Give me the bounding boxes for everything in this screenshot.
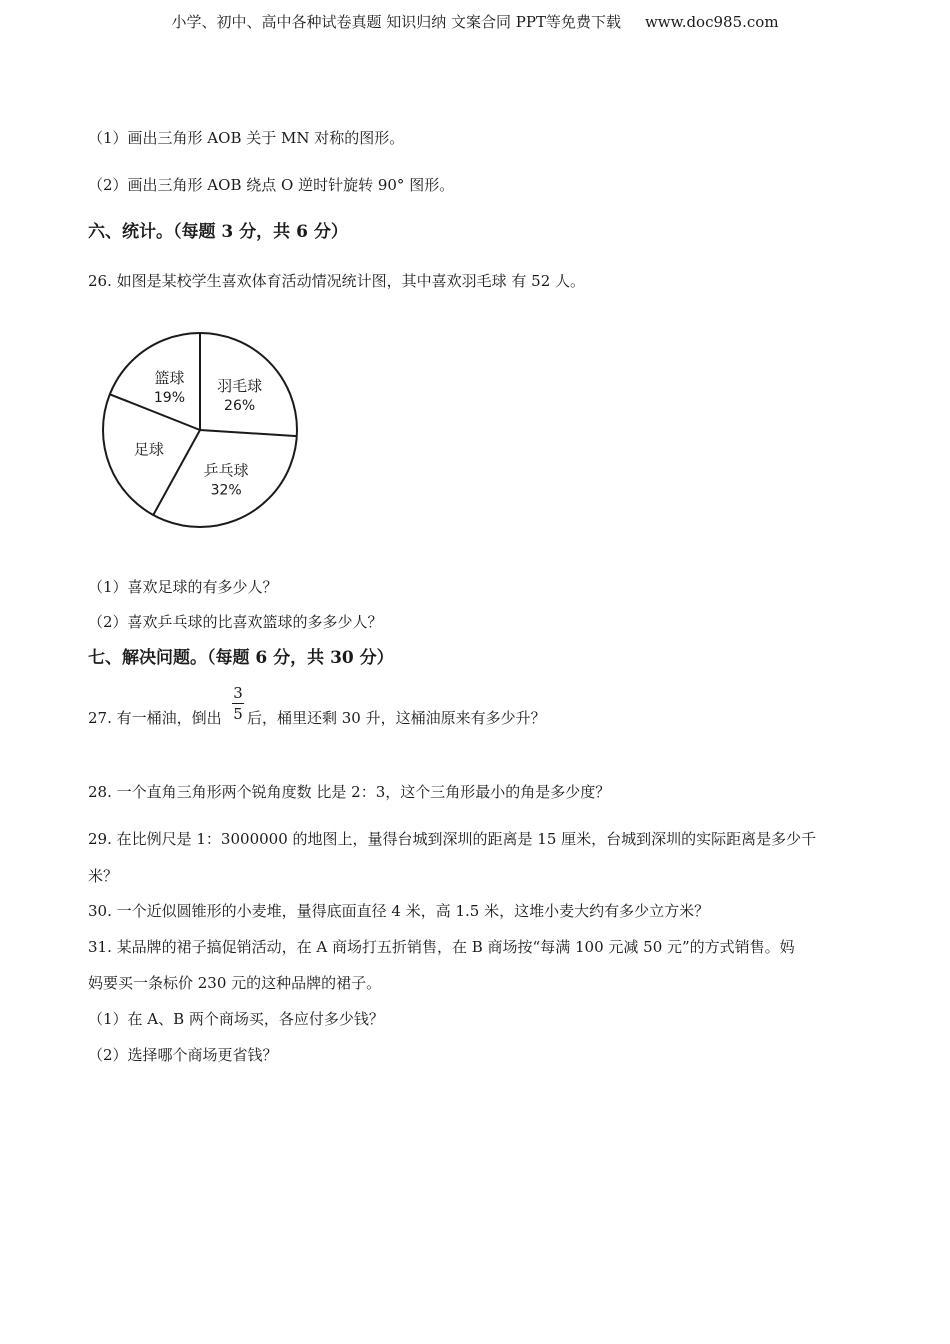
fraction-denominator: 5	[233, 705, 243, 723]
q31-part1: （1）在 A、B 两个商场买，各应付多少钱？	[88, 1010, 384, 1028]
pie-slice-value-label: 26%	[224, 397, 256, 414]
q26-text: 26. 如图是某校学生喜欢体育活动情况统计图，其中喜欢羽毛球 有 52 人。	[88, 272, 586, 290]
pie-slice-label: 足球	[133, 440, 164, 459]
q27-fraction	[230, 684, 246, 723]
section7-title: 七、解决问题。（每题 6 分，共 30 分）	[88, 648, 394, 668]
pie-chart	[95, 325, 305, 535]
q31-line1: 31. 某品牌的裙子搞促销活动，在 A 商场打五折销售，在 B 商场按“每满 100 元减 50 元”的方式销售。妈	[88, 938, 795, 956]
page-header	[0, 12, 950, 32]
q25-part1: （1）画出三角形 AOB 关于 MN 对称的图形。	[88, 129, 405, 147]
pie-slice-value-label: 32%	[210, 482, 242, 499]
q30-text: 30. 一个近似圆锥形的小麦堆，量得底面直径 4 米，高 1.5 米，这堆小麦大约有多少立方米？	[88, 902, 710, 920]
q27-text-after: 后，桶里还剩 30 升，这桶油原来有多少升？	[247, 709, 546, 727]
q31-line2: 妈要买一条标价 230 元的这种品牌的裙子。	[88, 974, 382, 992]
pie-slice-label: 乒乓球	[203, 461, 249, 480]
q27-text-before: 27. 有一桶油，倒出	[88, 709, 222, 727]
q28-text: 28. 一个直角三角形两个锐角度数 比是 2：3，这个三角形最小的角是多少度？	[88, 783, 611, 801]
q29-line2: 米？	[88, 867, 119, 885]
q26-part2: （2）喜欢乒乓球的比喜欢篮球的多多少人？	[88, 613, 383, 631]
header-left-text: 小学、初中、高中各种试卷真题 知识归纳 文案合同 PPT等免费下载	[171, 13, 621, 31]
fraction-bar	[232, 703, 244, 704]
header-url: www.doc985.com	[644, 13, 779, 31]
pie-slice-label: 羽毛球	[217, 376, 263, 395]
pie-slice-label: 篮球	[154, 369, 185, 388]
q26-part1: （1）喜欢足球的有多少人？	[88, 578, 278, 596]
q31-part2: （2）选择哪个商场更省钱？	[88, 1046, 278, 1064]
q29-line1: 29. 在比例尺是 1：3000000 的地图上，量得台城到深圳的距离是 15 厘米，台城到深圳的实际距离是多少千	[88, 830, 817, 848]
fraction-numerator: 3	[233, 684, 243, 702]
pie-slice-value-label: 19%	[153, 390, 186, 407]
q25-part2: （2）画出三角形 AOB 绕点 O 逆时针旋转 90° 图形。	[88, 176, 455, 194]
section6-title: 六、统计。（每题 3 分，共 6 分）	[88, 222, 348, 242]
